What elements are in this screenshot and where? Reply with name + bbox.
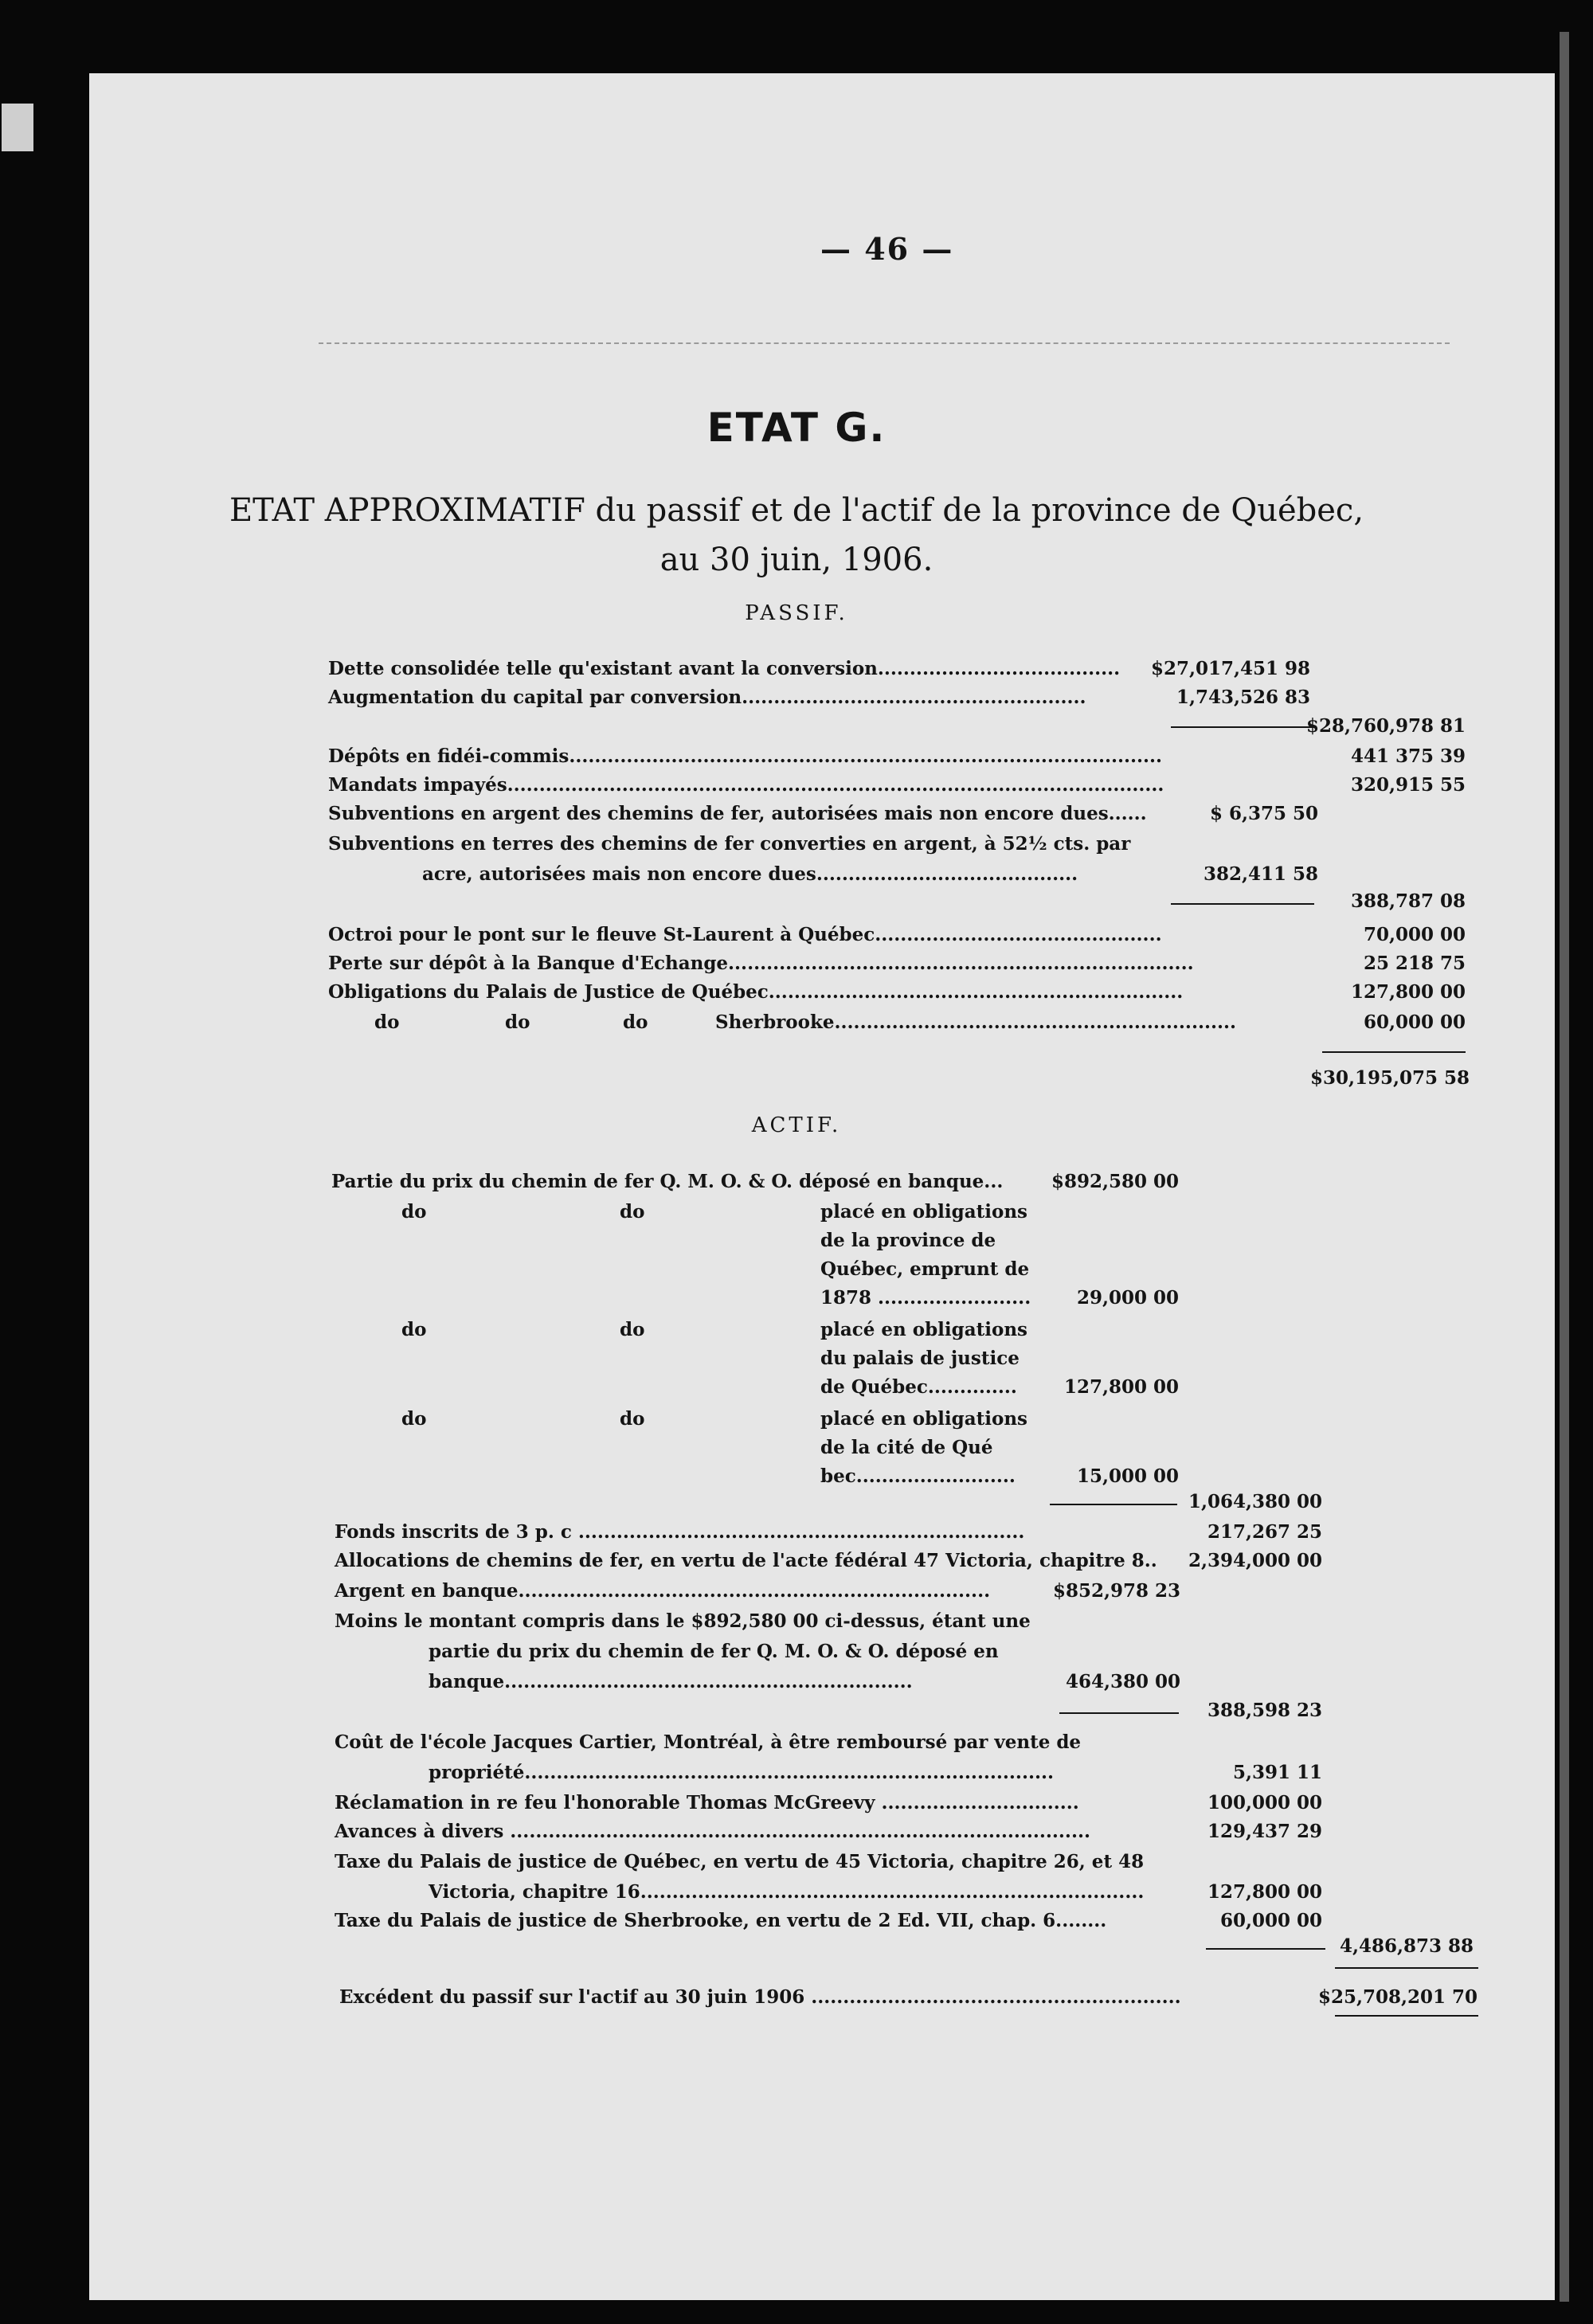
passif-subventions-terres-label-cont: acre, autorisées mais non encore dues.........................................	[422, 863, 1078, 885]
passif-heading: PASSIF.	[745, 601, 848, 625]
passif-rule-2	[1171, 903, 1314, 905]
passif-dette-label: Dette consolidée telle qu'existant avant la conversion......................................	[328, 658, 1121, 679]
actif-cout-amount: 5,391 11	[1232, 1762, 1322, 1783]
passif-depots-amount: 441 375 39	[1350, 745, 1466, 767]
actif-net-banque: 388,598 23	[1207, 1700, 1322, 1721]
passif-augmentation-label: Augmentation du capital par conversion......................................................	[328, 687, 1086, 708]
actif-place3-line2: de la cité de Qué	[820, 1437, 993, 1458]
actif-taxe-quebec-line1: Taxe du Palais de justice de Québec, en vertu de 45 Victoria, chapitre 26, et 48	[335, 1851, 1145, 1872]
actif-ditto-c1: do	[401, 1408, 427, 1430]
actif-avances-amount: 129,437 29	[1207, 1821, 1322, 1842]
actif-avances-label: Avances à divers ...........................................................................................	[335, 1821, 1090, 1842]
passif-ditto-2: do	[505, 1011, 530, 1033]
actif-fonds-amount: 217,267 25	[1207, 1521, 1322, 1543]
passif-ditto-3: do	[623, 1011, 648, 1033]
actif-argent-amount: $852,978 23	[1052, 1580, 1180, 1602]
actif-taxe-sherbrooke-label: Taxe du Palais de justice de Sherbrooke, en vertu de 2 Ed. VII, chap. 6........	[335, 1910, 1107, 1931]
actif-place3-line3: bec.........................	[820, 1465, 1016, 1487]
passif-ditto-1: do	[374, 1011, 400, 1033]
actif-ditto-b1: do	[401, 1319, 427, 1340]
actif-allocations-label: Allocations de chemins de fer, en vertu de l'acte fédéral 47 Victoria, chapitre 8..	[335, 1550, 1157, 1571]
actif-total-rule	[1206, 1948, 1325, 1950]
passif-sherbrooke-amount: 60,000 00	[1363, 1011, 1466, 1033]
passif-mandats-amount: 320,915 55	[1350, 774, 1466, 796]
passif-mandats-label: Mandats impayés.......................................................................................................	[328, 774, 1164, 796]
passif-augmentation-amount: 1,743,526 83	[1176, 687, 1310, 708]
passif-perte-label: Perte sur dépôt à la Banque d'Echange.........................................................................	[328, 953, 1194, 974]
actif-place3-amount: 15,000 00	[1076, 1465, 1179, 1487]
actif-ditto-c2: do	[620, 1408, 645, 1430]
page-edge-strip	[1560, 32, 1569, 2302]
passif-perte-amount: 25 218 75	[1363, 953, 1466, 974]
excedent-label: Excédent du passif sur l'actif au 30 juin 1906 ..........................................................	[339, 1986, 1181, 2008]
actif-moins-amount: 464,380 00	[1065, 1671, 1180, 1692]
actif-place1-line3: Québec, emprunt de	[820, 1258, 1030, 1280]
actif-place2-line2: du palais de justice	[820, 1348, 1020, 1369]
actif-place1-line4: 1878 ........................	[820, 1287, 1031, 1309]
actif-place2-line3: de Québec..............	[820, 1376, 1017, 1398]
actif-rule-1	[1050, 1504, 1177, 1505]
actif-heading: ACTIF.	[751, 1113, 842, 1137]
actif-reclamation-amount: 100,000 00	[1207, 1792, 1322, 1813]
actif-ditto-a1: do	[401, 1201, 427, 1223]
actif-place1-line1: placé en obligations	[820, 1201, 1027, 1223]
passif-obligations-amount: 127,800 00	[1350, 981, 1466, 1003]
actif-place2-amount: 127,800 00	[1063, 1376, 1179, 1398]
actif-fonds-label: Fonds inscrits de 3 p. c ......................................................................	[335, 1521, 1025, 1543]
passif-subventions-argent-label: Subventions en argent des chemins de fer, autorisées mais non encore dues......	[328, 803, 1147, 824]
actif-place1-amount: 29,000 00	[1076, 1287, 1179, 1309]
actif-cout-line2: propriété...................................................................................	[429, 1762, 1054, 1783]
actif-cout-line1: Coût de l'école Jacques Cartier, Montréal, à être remboursé par vente de	[335, 1731, 1082, 1753]
passif-octroi-label: Octroi pour le pont sur le fleuve St-Laurent à Québec.............................................	[328, 924, 1162, 945]
actif-partie-subtotal: 1,064,380 00	[1188, 1491, 1322, 1512]
passif-depots-label: Dépôts en fidéi-commis.............................................................................................	[328, 745, 1163, 767]
passif-subtotal-1: $28,760,978 81	[1305, 715, 1466, 737]
actif-moins-line1: Moins le montant compris dans le $892,580 00 ci-dessus, étant une	[335, 1610, 1031, 1632]
actif-argent-label: Argent en banque..........................................................................	[335, 1580, 991, 1602]
passif-subventions-argent-amount: $ 6,375 50	[1209, 803, 1318, 824]
excedent-rule	[1335, 1967, 1478, 1969]
page-number: — 46 —	[820, 231, 954, 267]
actif-partie-amount: $892,580 00	[1051, 1171, 1179, 1192]
actif-rule-2	[1059, 1712, 1179, 1714]
actif-ditto-a2: do	[620, 1201, 645, 1223]
actif-ditto-b2: do	[620, 1319, 645, 1340]
statement-subtitle-line2: au 30 juin, 1906.	[660, 542, 933, 578]
actif-total: 4,486,873 88	[1339, 1935, 1474, 1957]
actif-place1-line2: de la province de	[820, 1230, 996, 1251]
passif-subventions-terres-label: Subventions en terres des chemins de fer converties en argent, à 52½ cts. par	[328, 833, 1131, 855]
passif-sherbrooke-label: Sherbrooke...............................................................	[715, 1011, 1236, 1033]
passif-subventions-terres-amount: 382,411 58	[1203, 863, 1318, 885]
header-rule	[319, 342, 1450, 344]
binding-mark	[2, 104, 33, 151]
actif-reclamation-label: Réclamation in re feu l'honorable Thomas McGreevy ...............................	[335, 1792, 1079, 1813]
actif-moins-line2: partie du prix du chemin de fer Q. M. O. & O. déposé en	[429, 1641, 999, 1662]
actif-taxe-quebec-amount: 127,800 00	[1207, 1881, 1322, 1903]
actif-place3-line1: placé en obligations	[820, 1408, 1027, 1430]
passif-subventions-total: 388,787 08	[1350, 890, 1466, 912]
passif-dette-amount: $27,017,451 98	[1150, 658, 1310, 679]
actif-taxe-sherbrooke-amount: 60,000 00	[1219, 1910, 1322, 1931]
statement-subtitle-line1: ETAT APPROXIMATIF du passif et de l'actif de la province de Québec,	[229, 492, 1364, 529]
statement-title: ETAT G.	[706, 405, 887, 451]
actif-taxe-quebec-line2: Victoria, chapitre 16...............................................................................	[429, 1881, 1145, 1903]
passif-total: $30,195,075 58	[1309, 1067, 1470, 1089]
actif-place2-line1: placé en obligations	[820, 1319, 1027, 1340]
passif-octroi-amount: 70,000 00	[1363, 924, 1466, 945]
passif-total-rule	[1322, 1051, 1466, 1053]
passif-rule-1	[1171, 726, 1314, 728]
passif-obligations-label: Obligations du Palais de Justice de Québec.................................................................	[328, 981, 1184, 1003]
actif-allocations-amount: 2,394,000 00	[1188, 1550, 1322, 1571]
actif-partie-label: Partie du prix du chemin de fer Q. M. O. & O. déposé en banque...	[331, 1171, 1004, 1192]
excedent-amount: $25,708,201 70	[1317, 1986, 1478, 2008]
excedent-underline	[1335, 2015, 1478, 2017]
actif-moins-line3: banque................................................................	[429, 1671, 913, 1692]
